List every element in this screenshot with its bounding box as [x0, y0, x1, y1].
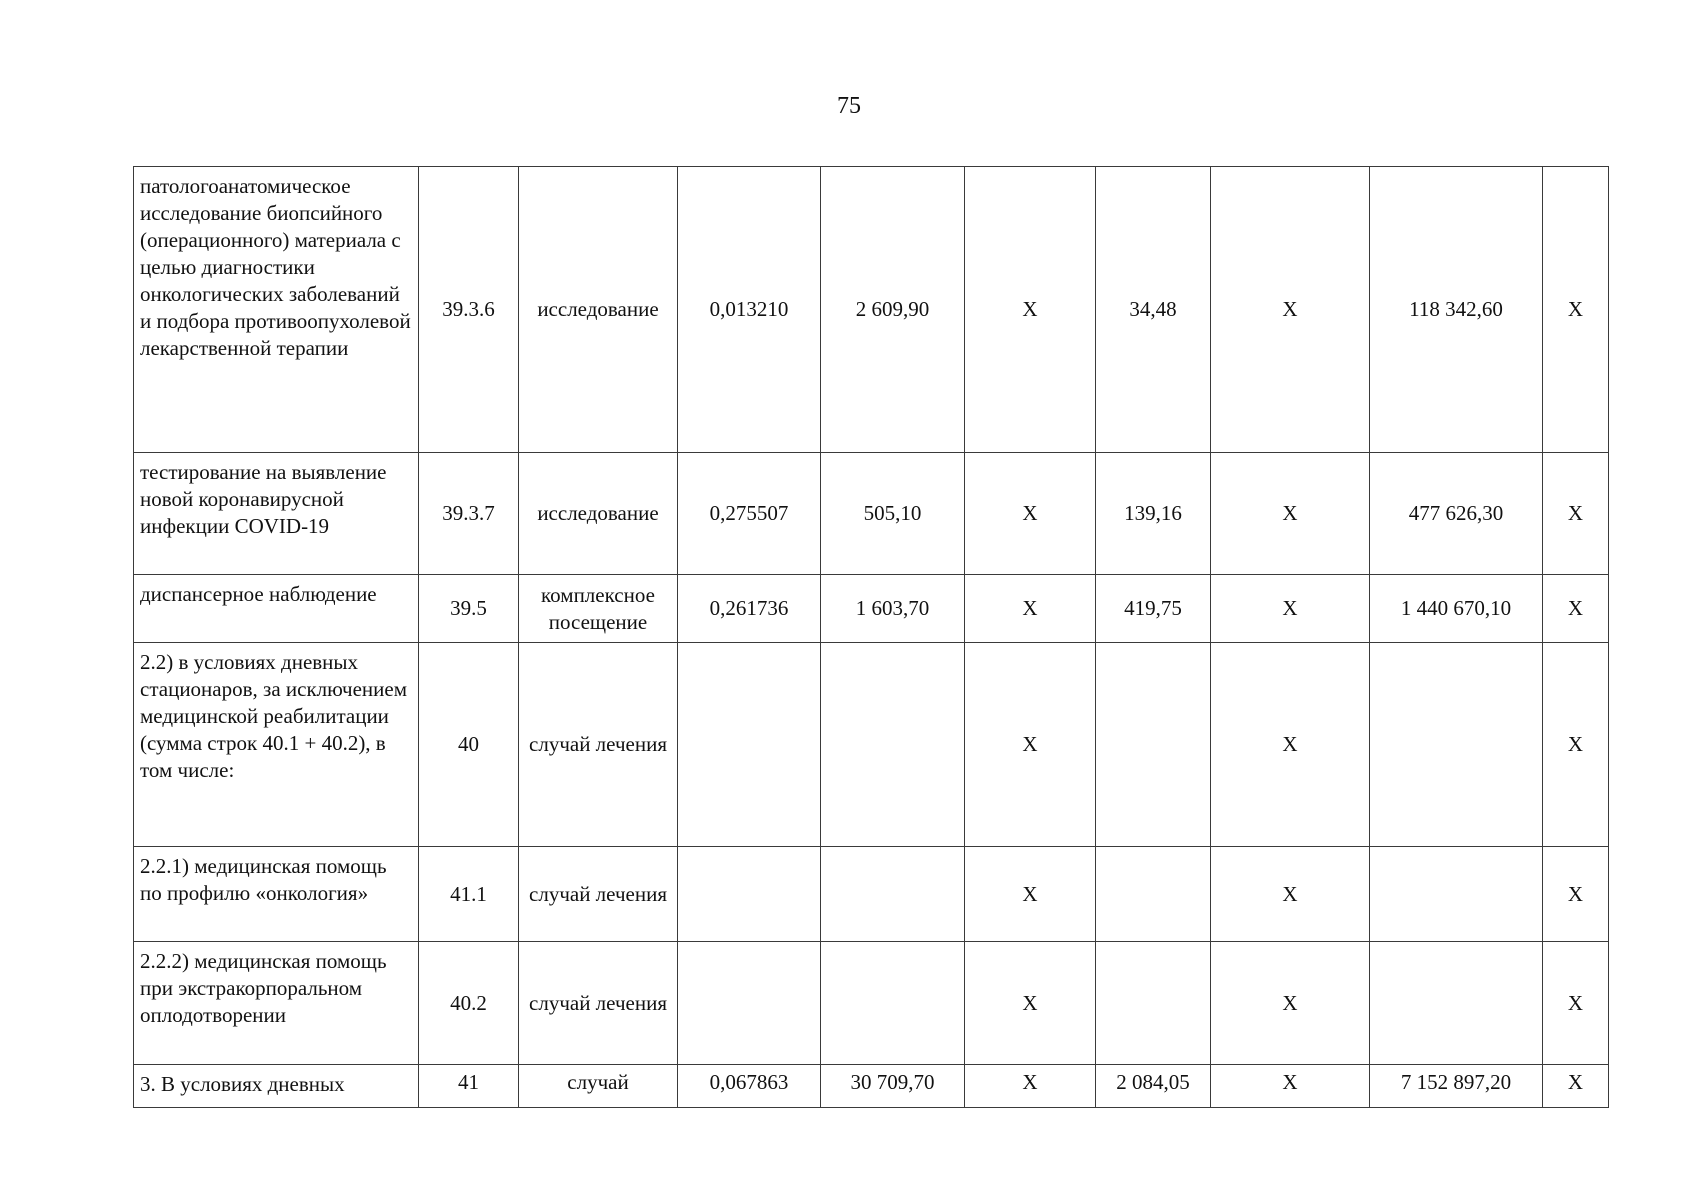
row-code-cell: 41.1	[419, 847, 519, 942]
row-x-cell: Х	[1543, 575, 1609, 643]
row-x-cell: Х	[965, 453, 1096, 575]
row-x-cell: Х	[1211, 575, 1370, 643]
row-value-cell: 0,067863	[678, 1065, 821, 1108]
row-value-cell	[1096, 942, 1211, 1065]
row-value-cell: 30 709,70	[821, 1065, 965, 1108]
row-x-cell: Х	[1211, 942, 1370, 1065]
row-code-cell: 40.2	[419, 942, 519, 1065]
row-value-cell: 419,75	[1096, 575, 1211, 643]
row-code-cell: 39.3.6	[419, 167, 519, 453]
row-value-cell	[821, 643, 965, 847]
row-value-cell	[678, 942, 821, 1065]
row-x-cell: Х	[1543, 847, 1609, 942]
row-value-cell	[821, 847, 965, 942]
row-name-cell: 3. В условиях дневных	[134, 1065, 419, 1108]
row-name-cell: патологоанатомическое исследование биопсийного (операционного) материала с целью диагностики онкологических заболеваний и подбора противоопухолевой лекарственной терапии	[134, 167, 419, 453]
table-row	[134, 167, 1609, 453]
row-value-cell	[1096, 847, 1211, 942]
row-unit-cell: исследование	[519, 167, 678, 453]
row-value-cell: 139,16	[1096, 453, 1211, 575]
row-unit-cell: случай лечения	[519, 643, 678, 847]
row-x-cell: Х	[1211, 167, 1370, 453]
row-value-cell: 1 603,70	[821, 575, 965, 643]
row-value-cell	[678, 847, 821, 942]
row-name-cell: диспансерное наблюдение	[134, 575, 419, 643]
row-value-cell	[1370, 643, 1543, 847]
row-value-cell: 34,48	[1096, 167, 1211, 453]
row-value-cell: 505,10	[821, 453, 965, 575]
row-name-cell: 2.2.1) медицинская помощь по профилю «онкология»	[134, 847, 419, 942]
row-unit-cell: комплексное посещение	[519, 575, 678, 643]
row-value-cell: 0,013210	[678, 167, 821, 453]
row-code-cell: 41	[419, 1065, 519, 1108]
row-code-cell: 40	[419, 643, 519, 847]
row-value-cell: 2 084,05	[1096, 1065, 1211, 1108]
row-value-cell: 1 440 670,10	[1370, 575, 1543, 643]
row-x-cell: Х	[1211, 1065, 1370, 1108]
table-row	[134, 575, 1609, 643]
row-x-cell: Х	[1211, 453, 1370, 575]
row-x-cell: Х	[1543, 453, 1609, 575]
row-value-cell	[1096, 643, 1211, 847]
row-x-cell: Х	[965, 847, 1096, 942]
row-value-cell: 0,275507	[678, 453, 821, 575]
table-row	[134, 1065, 1609, 1108]
row-unit-cell: случай	[519, 1065, 678, 1108]
row-value-cell	[678, 643, 821, 847]
row-x-cell: Х	[1543, 942, 1609, 1065]
row-name-cell: 2.2) в условиях дневных стационаров, за исключением медицинской реабилитации (сумма строк 40.1 + 40.2), в том числе:	[134, 643, 419, 847]
row-value-cell	[1370, 942, 1543, 1065]
row-value-cell: 0,261736	[678, 575, 821, 643]
row-unit-cell: исследование	[519, 453, 678, 575]
page-number: 75	[837, 93, 861, 119]
row-x-cell: Х	[1543, 643, 1609, 847]
row-x-cell: Х	[1211, 643, 1370, 847]
row-value-cell	[821, 942, 965, 1065]
row-x-cell: Х	[965, 643, 1096, 847]
row-code-cell: 39.3.7	[419, 453, 519, 575]
row-value-cell	[1370, 847, 1543, 942]
table-row	[134, 847, 1609, 942]
table-row	[134, 643, 1609, 847]
row-x-cell: Х	[1543, 167, 1609, 453]
row-value-cell: 7 152 897,20	[1370, 1065, 1543, 1108]
row-x-cell: Х	[965, 1065, 1096, 1108]
row-x-cell: Х	[965, 575, 1096, 643]
table-row	[134, 453, 1609, 575]
row-unit-cell: случай лечения	[519, 942, 678, 1065]
row-value-cell: 118 342,60	[1370, 167, 1543, 453]
row-name-cell: 2.2.2) медицинская помощь при экстракорпоральном оплодотворении	[134, 942, 419, 1065]
row-x-cell: Х	[1543, 1065, 1609, 1108]
row-name-cell: тестирование на выявление новой коронавирусной инфекции COVID-19	[134, 453, 419, 575]
data-table	[133, 166, 1609, 1108]
row-code-cell: 39.5	[419, 575, 519, 643]
row-x-cell: Х	[1211, 847, 1370, 942]
row-value-cell: 2 609,90	[821, 167, 965, 453]
row-x-cell: Х	[965, 167, 1096, 453]
row-x-cell: Х	[965, 942, 1096, 1065]
table-row	[134, 942, 1609, 1065]
row-unit-cell: случай лечения	[519, 847, 678, 942]
row-value-cell: 477 626,30	[1370, 453, 1543, 575]
